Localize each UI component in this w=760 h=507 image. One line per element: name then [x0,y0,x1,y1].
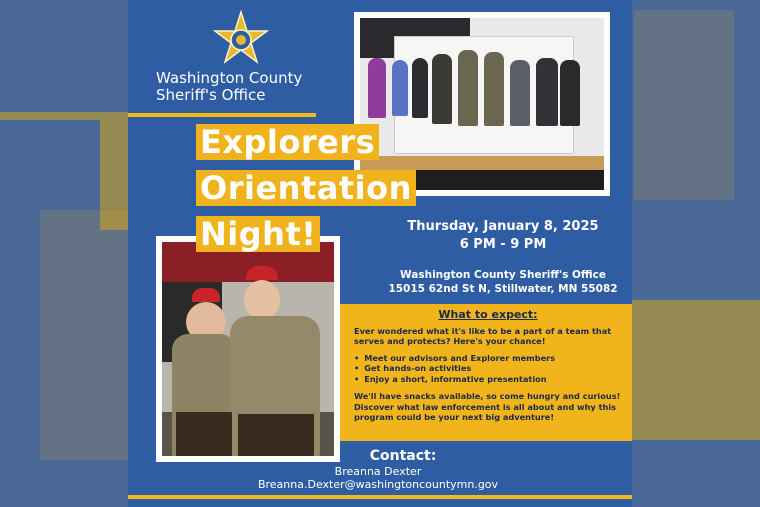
expect-item: • Meet our advisors and Explorer members [354,353,622,364]
left-blurred-backdrop [0,0,128,507]
event-date: Thursday, January 8, 2025 [407,219,599,234]
event-datetime [388,218,618,254]
event-location [378,268,628,296]
footer-divider [128,495,632,499]
location-name: Washington County Sheriff's Office [400,269,606,281]
event-title-line3: Night! [196,216,320,252]
expect-item: • Enjoy a short, informative presentation [354,374,622,385]
contact-name: Breanna Dexter [334,465,422,478]
organization-name [156,70,302,104]
expect-heading: What to expect: [438,308,538,321]
contact-email[interactable]: Breanna.Dexter@washingtoncountymn.gov [257,478,499,491]
organization-line2: Sheriff's Office [156,86,266,104]
expect-intro: Ever wondered what it's like to be a part of a team that serves and protects? Here's your chance! [354,325,612,346]
organization-line1: Washington County [156,69,303,87]
right-blurred-backdrop [632,0,760,507]
header-divider [128,113,316,117]
sheriff-star-badge-icon [210,10,272,72]
event-time: 6 PM - 9 PM [459,237,547,252]
flyer-poster [128,0,632,507]
expect-item: • Get hands-on activities [354,363,622,374]
expect-list [354,353,622,385]
officers-photo [156,236,340,462]
event-title-line1: Explorers [196,124,379,160]
what-to-expect-panel [340,304,632,441]
expect-closing: We'll have snacks available, so come hungry and curious! Discover what law enforcement is all about and why this program could be your next big adventure! [354,391,621,422]
event-title-line2: Orientation [196,170,416,206]
location-address: 15015 62nd St N, Stillwater, MN 55082 [388,283,618,295]
contact-heading: Contact: [369,448,437,464]
